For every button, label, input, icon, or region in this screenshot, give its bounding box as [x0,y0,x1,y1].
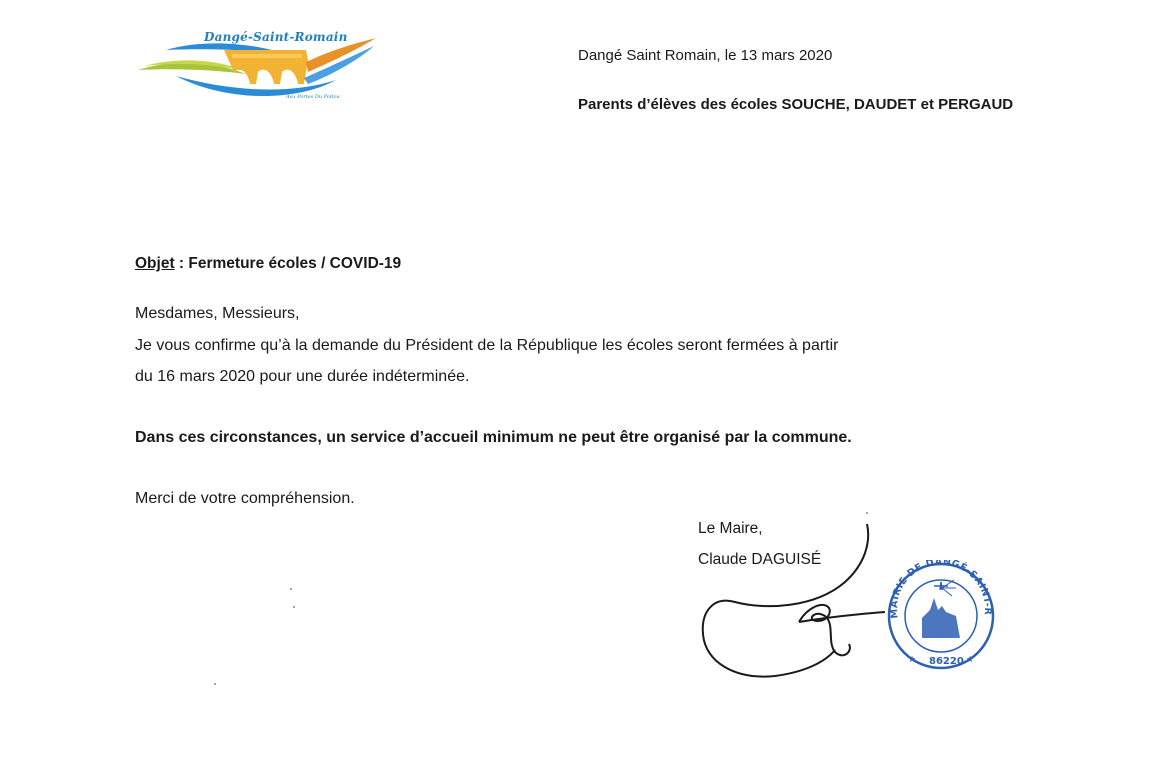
scan-speck [214,683,216,685]
body-line-1: Je vous confirme qu’à la demande du Président de la République les écoles seront fermées à partir [135,337,839,354]
signatory-role: Le Maire, [698,520,763,537]
closing-line: Merci de votre compréhension. [135,490,355,507]
body-line-2: du 16 mars 2020 pour une durée indéterminée. [135,368,470,385]
salutation: Mesdames, Messieurs, [135,305,300,322]
logo-motto: Aux Portes Du Poitou [286,94,340,100]
svg-text:★: ★ [908,655,917,665]
subject-label: Objet [135,255,175,272]
official-stamp [880,560,1002,672]
stamp-postcode: 86220 [929,656,964,667]
scan-speck [293,606,295,608]
logo-title: Dangé-Saint-Romain [204,30,348,44]
letter-subject [135,255,401,273]
scan-speck [866,512,868,514]
signatory-name: Claude DAGUISÉ [698,551,822,568]
subject-text: : Fermeture écoles / COVID-19 [174,255,402,272]
letter-recipient: Parents d’élèves des écoles SOUCHE, DAUDET et PERGAUD [578,96,1014,113]
scan-speck [290,588,292,590]
emphasis-paragraph: Dans ces circonstances, un service d’accueil minimum ne peut être organisé par la commune. [135,429,852,446]
svg-text:★: ★ [966,655,975,665]
letter-date: Dangé Saint Romain, le 13 mars 2020 [578,47,833,64]
municipality-logo [136,28,381,113]
stamp-text: MAIRIE DE DANGÉ-SAINT-R [888,560,994,619]
handwritten-signature [695,512,885,682]
